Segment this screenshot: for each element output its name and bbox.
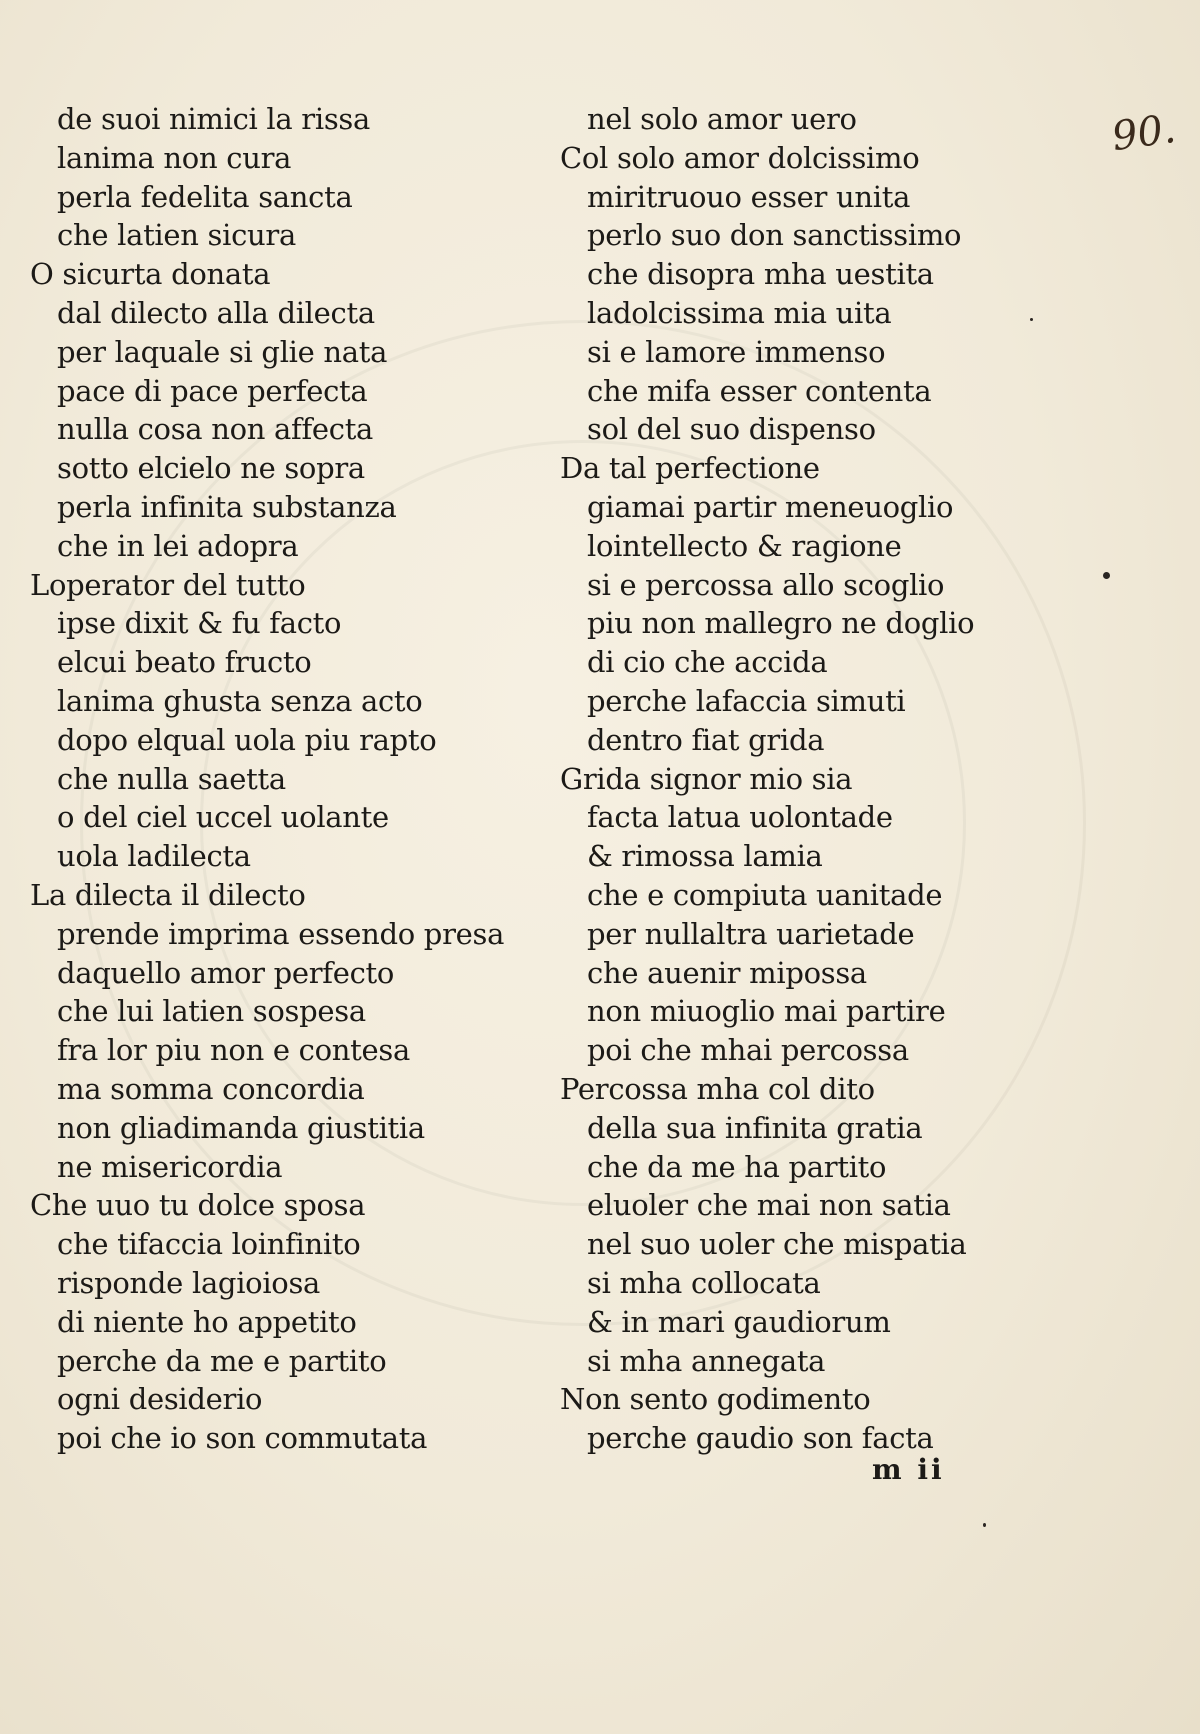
right-verse-line: piu non mallegro ne doglio [587, 606, 975, 641]
ink-speck [1103, 572, 1110, 579]
left-verse-line: dopo elqual uola piu rapto [57, 722, 437, 757]
left-verse-line: ne misericordia [57, 1149, 283, 1184]
left-verse-line: per laquale si glie nata [57, 334, 388, 369]
right-verse-line: eluoler che mai non satia [587, 1188, 951, 1223]
right-verse-line: miritruouo esser unita [587, 179, 911, 214]
right-verse-line: nel solo amor uero [587, 102, 857, 136]
left-verse-line: che latien sicura [57, 218, 296, 253]
right-verse-line: che da me ha partito [587, 1149, 887, 1184]
right-text-column [560, 100, 974, 1458]
right-verse-line: Non sento godimento [560, 1382, 871, 1417]
left-verse-line: lanima non cura [57, 140, 292, 175]
right-verse-line: facta latua uolontade [587, 800, 893, 835]
right-verse-line: Da tal perfectione [560, 451, 820, 486]
ink-speck [1030, 318, 1033, 321]
left-verse-line: La dilecta il dilecto [30, 877, 306, 912]
right-verse-line: dentro fiat grida [587, 722, 825, 757]
left-verse-line: di niente ho appetito [57, 1304, 357, 1339]
right-verse-line: che disopra mha uestita [587, 257, 934, 292]
right-verse-line: lointellecto & ragione [587, 528, 902, 563]
left-verse-line: nulla cosa non affecta [57, 412, 374, 447]
left-verse-line: fra lor piu non e contesa [57, 1033, 410, 1068]
right-verse-line: & in mari gaudiorum [587, 1304, 891, 1339]
right-verse-line: della sua infinita gratia [587, 1110, 923, 1145]
left-verse-line: perche da me e partito [57, 1343, 387, 1378]
left-verse-line: Loperator del tutto [30, 567, 306, 602]
right-verse-line: sol del suo dispenso [587, 412, 876, 447]
left-verse-line: sotto elcielo ne sopra [57, 451, 365, 486]
right-verse-line: Percossa mha col dito [560, 1071, 875, 1106]
right-verse-line: per nullaltra uarietade [587, 916, 915, 951]
left-verse-line: elcui beato fructo [57, 645, 312, 680]
left-verse-line: non gliadimanda giustitia [57, 1110, 425, 1145]
signature-mark: m ii [872, 1453, 945, 1486]
right-verse-line: che mifa esser contenta [587, 373, 932, 408]
left-verse-line: O sicurta donata [30, 257, 271, 292]
left-verse-line: che in lei adopra [57, 528, 299, 563]
right-verse-line: Grida signor mio sia [560, 761, 853, 796]
left-verse-line: Che uuo tu dolce sposa [30, 1188, 366, 1223]
right-verse-line: perche gaudio son facta [587, 1421, 934, 1456]
right-verse-line: si mha annegata [587, 1343, 826, 1378]
left-verse-line: dal dilecto alla dilecta [57, 295, 375, 330]
left-verse-line: o del ciel uccel uolante [57, 800, 389, 835]
right-verse-line: ladolcissima mia uita [587, 295, 892, 330]
left-verse-line: pace di pace perfecta [57, 373, 368, 408]
right-verse-line: Col solo amor dolcissimo [560, 140, 920, 175]
left-verse-line: prende imprima essendo presa [57, 916, 505, 951]
right-verse-line: si e lamore immenso [587, 334, 886, 369]
left-verse-line: ma somma concordia [57, 1071, 365, 1106]
left-verse-line: che nulla saetta [57, 761, 286, 796]
left-verse-line: daquello amor perfecto [57, 955, 395, 990]
left-verse-line: poi che io son commutata [57, 1421, 428, 1456]
right-verse-line: si mha collocata [587, 1265, 821, 1300]
left-text-column [30, 100, 504, 1458]
ink-speck [983, 1523, 986, 1527]
right-verse-line: poi che mhai percossa [587, 1033, 909, 1068]
right-verse-line: & rimossa lamia [587, 839, 823, 874]
left-verse-line: che lui latien sospesa [57, 994, 366, 1029]
folio-number: 90. [1109, 105, 1179, 161]
left-verse-line: uola ladilecta [57, 839, 251, 874]
left-verse-line: perla fedelita sancta [57, 179, 353, 214]
right-verse-line: nel suo uoler che mispatia [587, 1227, 967, 1262]
right-verse-line: perche lafaccia simuti [587, 683, 906, 718]
right-verse-line: che auenir mipossa [587, 955, 867, 990]
right-verse-line: non miuoglio mai partire [587, 994, 946, 1029]
right-verse-line: si e percossa allo scoglio [587, 567, 945, 602]
right-verse-line: che e compiuta uanitade [587, 877, 943, 912]
left-verse-line: risponde lagioiosa [57, 1265, 321, 1300]
left-verse-line: che tifaccia loinfinito [57, 1227, 361, 1262]
left-verse-line: perla infinita substanza [57, 489, 397, 524]
right-verse-line: giamai partir meneuoglio [587, 489, 954, 524]
left-verse-line: ipse dixit & fu facto [57, 606, 342, 641]
right-verse-line: di cio che accida [587, 645, 828, 680]
left-verse-line: lanima ghusta senza acto [57, 683, 423, 718]
left-verse-line: de suoi nimici la rissa [57, 102, 370, 136]
right-verse-line: perlo suo don sanctissimo [587, 218, 962, 253]
left-verse-line: ogni desiderio [57, 1382, 263, 1417]
